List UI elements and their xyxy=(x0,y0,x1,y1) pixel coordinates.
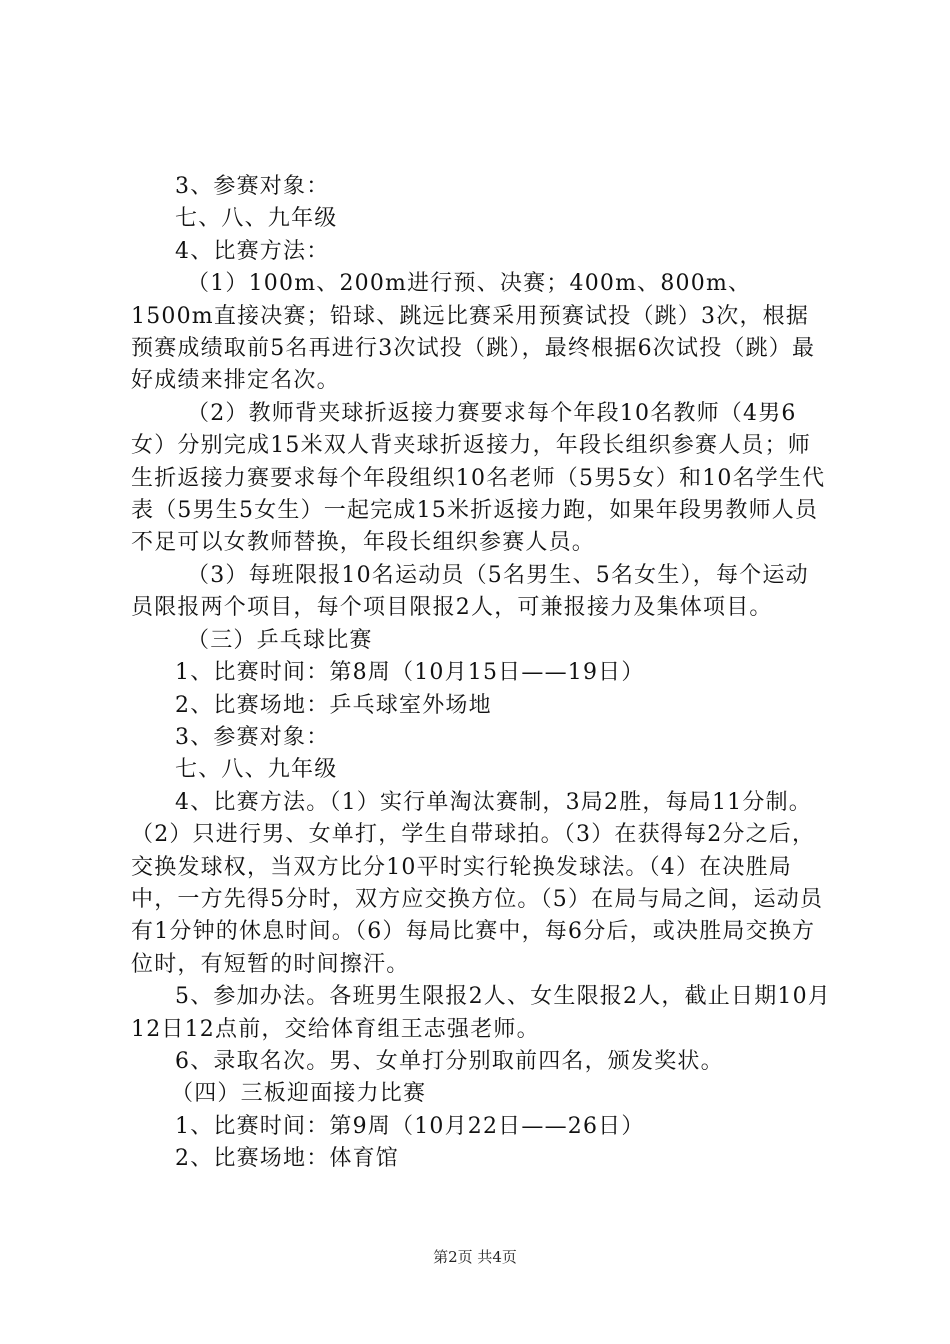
paragraph: 七、八、九年级 xyxy=(175,757,338,783)
paragraph: （3）每班限报10名运动员（5名男生、5名女生），每个运动员限报两个项目，每个项目限报2人，可兼报接力及集体项目。 xyxy=(131,562,809,621)
section-heading: （三）乒乓球比赛 xyxy=(187,627,373,653)
paragraph: 4、比赛方法。（1）实行单淘汰赛制，3局2胜，每局11分制。（2）只进行男、女单打，学生自带球拍。（3）在获得每2分之后，交换发球权，当双方比分10平时实行轮换发球法。（4）在决胜局中，一方先得5分时，双方应交换方位。（5）在局与局之间，运动员有1分钟的休息时间。（6）每局比赛中，每6分后，或决胜局交换方位时，有短暂的时间擦汗。 xyxy=(131,789,824,977)
paragraph: 2、比赛场地：体育馆 xyxy=(175,1146,399,1172)
paragraph: （1）100m、200m进行预、决赛；400m、800m、1500m直接决赛；铅球、跳远比赛采用预赛试投（跳）3次，根据预赛成绩取前5名再进行3次试投（跳），最终根据6次试投（跳）最好成绩来排定名次。 xyxy=(131,271,816,394)
paragraph: 七、八、九年级 xyxy=(175,206,338,232)
paragraph: 2、比赛场地：乒乓球室外场地 xyxy=(175,692,492,718)
section-heading: （四）三板迎面接力比赛 xyxy=(171,1081,427,1107)
document-body xyxy=(131,171,831,1176)
page-footer: 第2页 共4页 xyxy=(433,1248,517,1266)
paragraph: 3、参赛对象： xyxy=(175,724,330,750)
paragraph: 1、比赛时间：第9周（10月22日——26日） xyxy=(175,1113,645,1139)
paragraph: 1、比赛时间：第8周（10月15日——19日） xyxy=(175,660,645,686)
paragraph: 6、录取名次。男、女单打分别取前四名，颁发奖状。 xyxy=(175,1048,724,1074)
paragraph: 4、比赛方法： xyxy=(175,238,330,264)
paragraph: 3、参赛对象： xyxy=(175,174,330,199)
paragraph: 5、参加办法。各班男生限报2人、女生限报2人，截止日期10月12日12点前，交给体育组王志强老师。 xyxy=(131,984,831,1042)
paragraph: （2）教师背夹球折返接力赛要求每个年段10名教师（4男6女）分别完成15米双人背夹球折返接力，年段长组织参赛人员；师生折返接力赛要求每个年段组织10名老师（5男5女）和10名学生代表（5男生5女生）一起完成15米折返接力跑，如果年段男教师人员不足可以女教师替换，年段长组织参赛人员。 xyxy=(131,400,826,556)
